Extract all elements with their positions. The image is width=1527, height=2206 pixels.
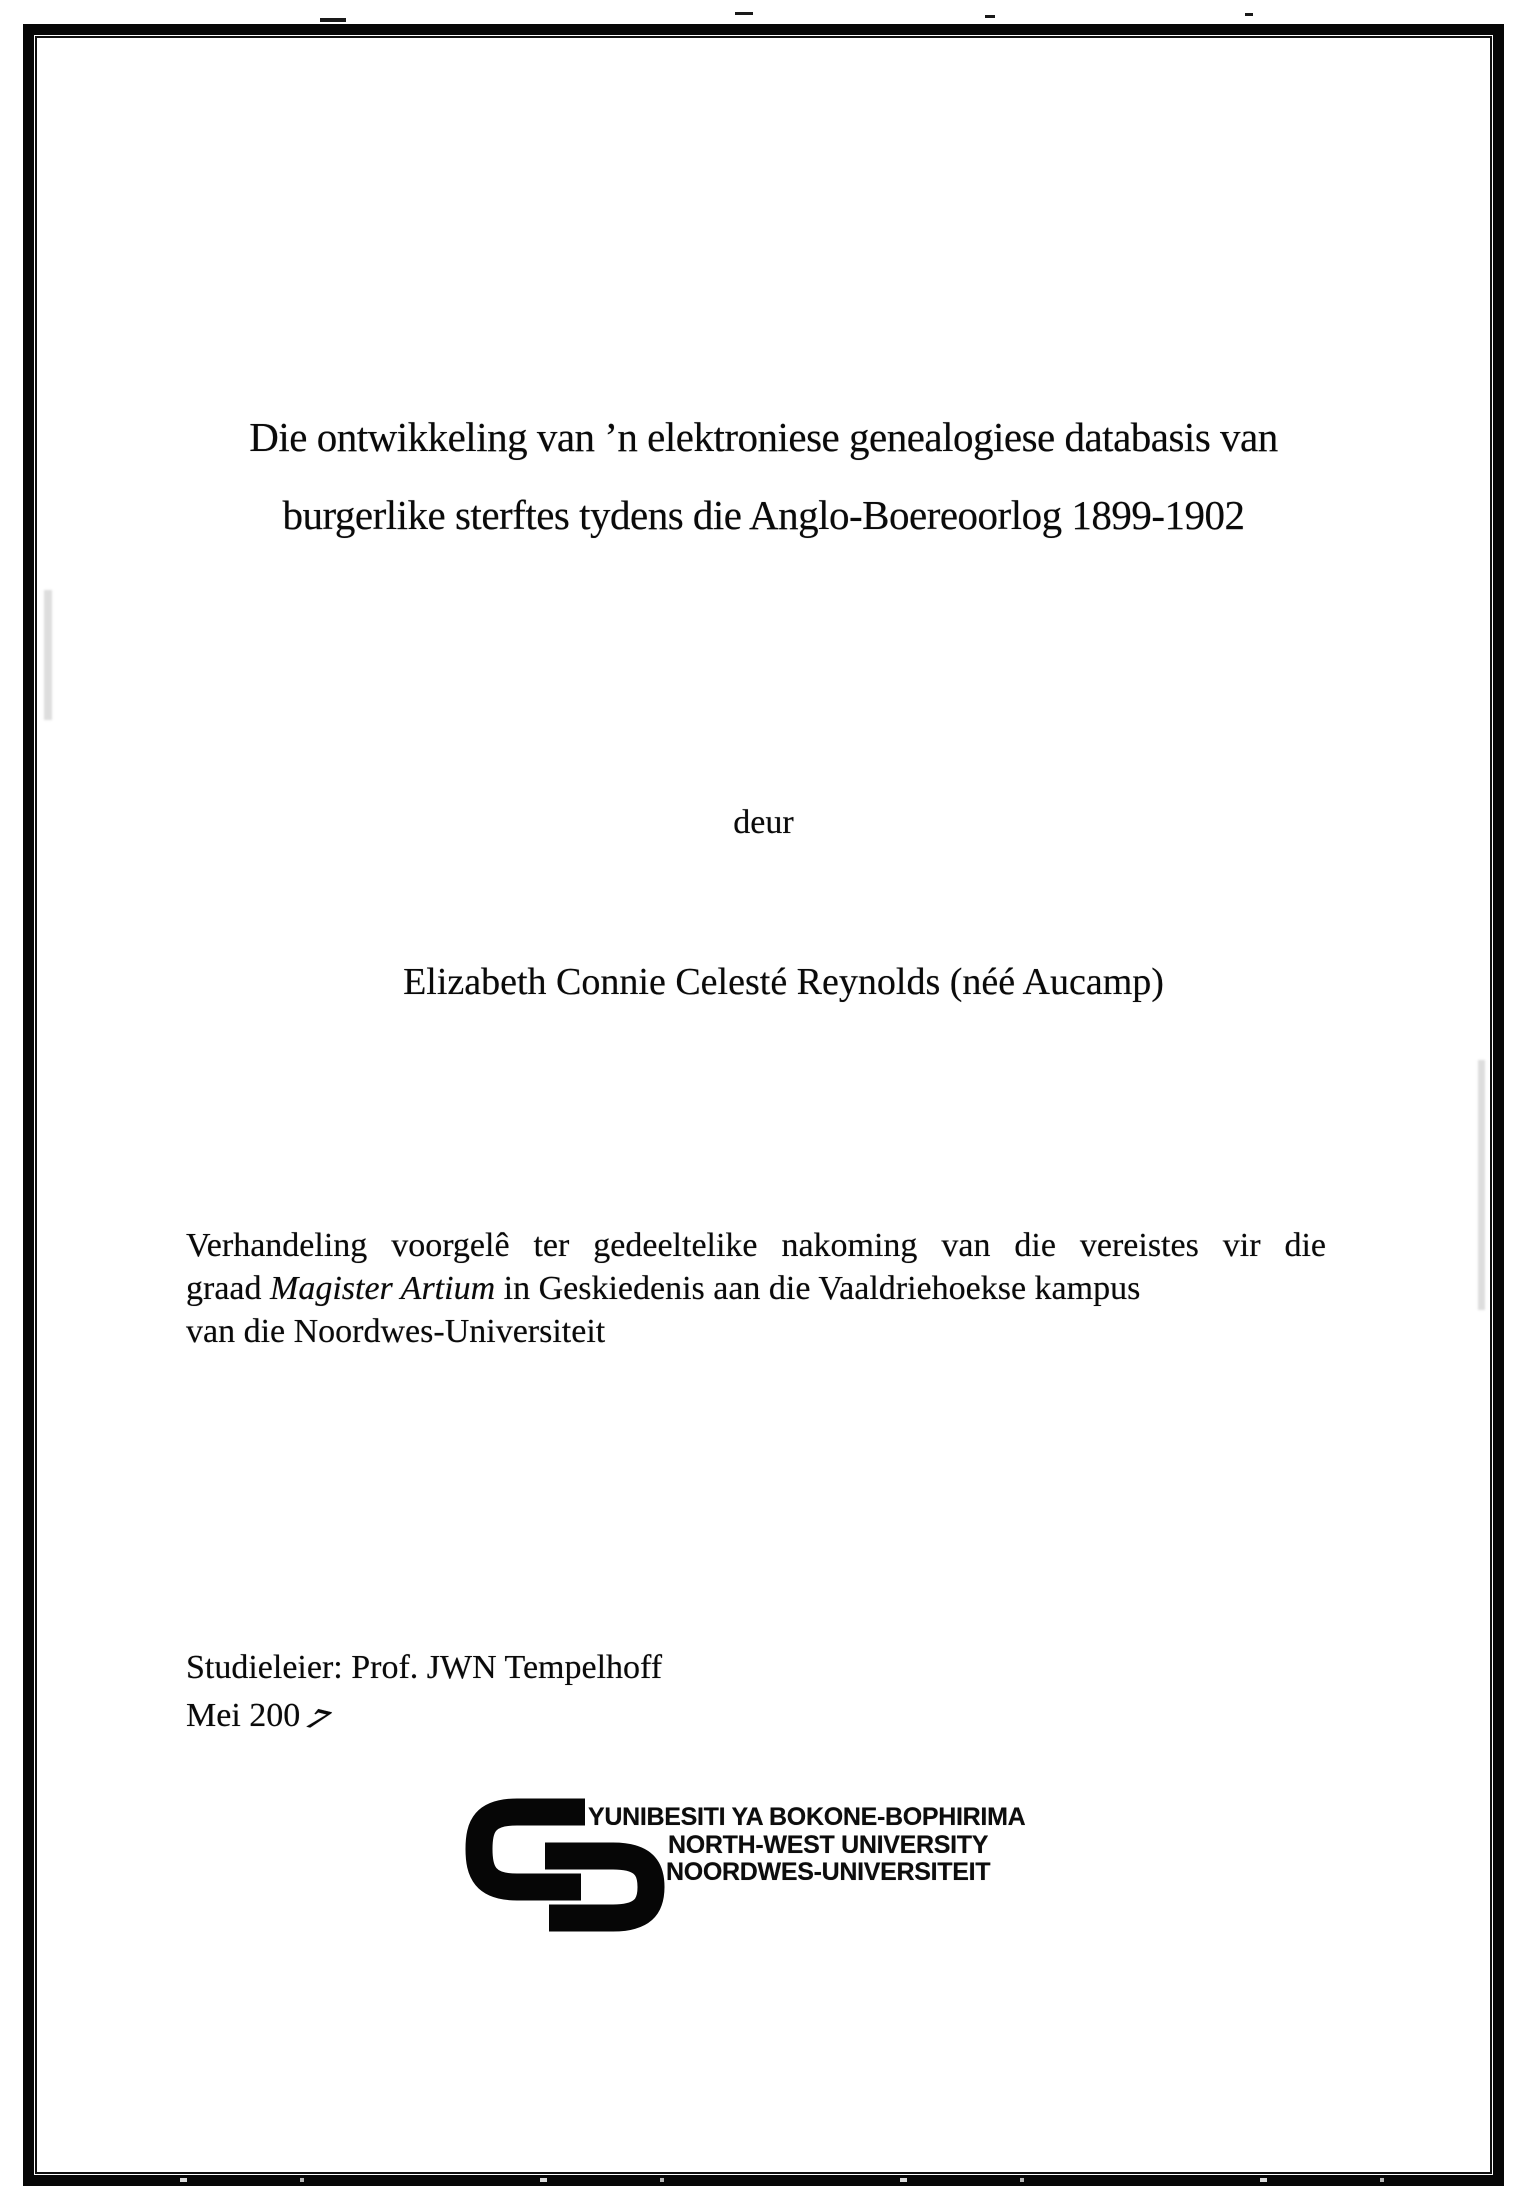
supervisor-line: Studieleier: Prof. JWN Tempelhoff	[186, 1649, 663, 1686]
byline-label: deur	[733, 804, 794, 841]
date-prefix: Mei 200	[186, 1697, 301, 1734]
title-line-2: burgerlike sterftes tydens die Anglo-Boereoorlog 1899-1902	[282, 492, 1245, 538]
date-line	[186, 1692, 662, 1740]
scan-artifact	[70, 2178, 1457, 2182]
statement-line-2-suffix: in Geskiedenis aan die Vaaldriehoekse kampus	[495, 1270, 1141, 1307]
statement-line-2	[186, 1267, 1326, 1310]
author-name: Elizabeth Connie Celesté Reynolds (néé Aucamp)	[403, 961, 1164, 1003]
scan-artifact	[1478, 1060, 1485, 1310]
scan-artifact	[985, 15, 995, 18]
title-line-1: Die ontwikkeling van ’n elektroniese genealogiese databasis van	[249, 414, 1278, 460]
scan-artifact	[735, 12, 753, 15]
scan-artifact	[320, 18, 346, 22]
scan-artifact	[1245, 13, 1253, 16]
statement-line-2-prefix: graad	[186, 1270, 271, 1307]
scan-artifact	[44, 590, 52, 720]
supervisor-block	[186, 1644, 662, 1740]
date-warped-digit: 7	[298, 1703, 338, 1737]
statement-line-3: van die Noordwes-Universiteit	[186, 1313, 606, 1350]
logo-text-line-1: YUNIBESITI YA BOKONE-BOPHIRIMA	[588, 1803, 1026, 1831]
thesis-title	[40, 398, 1487, 554]
degree-name: Magister Artium	[270, 1270, 496, 1307]
statement-line-1: Verhandeling voorgelê ter gedeeltelike nakoming van die vereistes vir die	[186, 1227, 1326, 1264]
logo-text-line-2: NORTH-WEST UNIVERSITY	[668, 1831, 989, 1859]
submission-statement	[186, 1224, 1326, 1353]
logo-text-line-3: NOORDWES-UNIVERSITEIT	[666, 1858, 991, 1886]
